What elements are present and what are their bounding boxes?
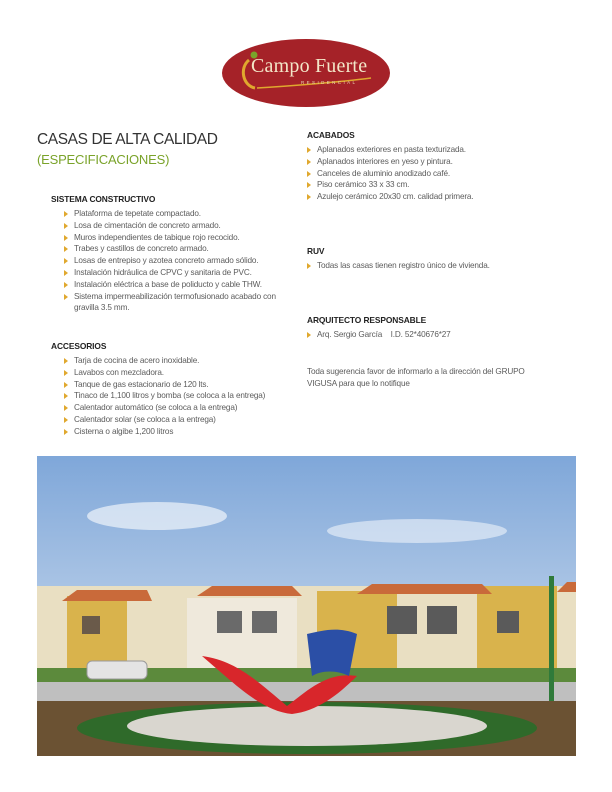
list-item: Cisterna o algibe 1,200 litros [64,426,301,438]
window [427,606,457,634]
logo-wordmark: Campo Fuerte [251,55,368,77]
list-item: Lavabos con mezcladora. [64,367,301,379]
list-item: Tinaco de 1,100 litros y bomba (se coloca a la entrega) [64,390,301,402]
section-ruv [307,246,557,272]
bullet-icon [64,358,68,364]
spec-list [51,208,291,314]
bullet-icon [307,194,311,200]
bullet-icon [64,429,68,435]
list-item: Tanque de gas estacionario de 120 lts. [64,379,301,391]
roof [197,586,302,596]
section-heading: RUV [307,246,325,256]
housing-photo [37,456,576,756]
bullet-icon [64,258,68,264]
bullet-icon [64,405,68,411]
list-item: Canceles de aluminio anodizado café. [307,168,557,180]
window [217,611,242,633]
section-heading: ARQUITECTO RESPONSABLE [307,315,427,325]
spec-list [307,329,557,341]
contact-note: Toda sugerencia favor de informarlo a la dirección del GRUPO VIGUSA para que lo notifique [307,367,525,388]
cloud [87,502,227,530]
bullet-icon [307,159,311,165]
page-title: CASAS DE ALTA CALIDAD [37,131,218,148]
spec-list [51,355,301,438]
window [387,606,417,634]
bullet-icon [64,370,68,376]
bullet-icon [307,332,311,338]
roof [62,590,152,601]
list-item: Sistema impermeabilización termofusionado acabado con gravilla 3.5 mm. [64,291,286,315]
list-item: Instalación hidráulica de CPVC y sanitaria de PVC. [64,267,291,279]
sculpture-blue [307,630,357,676]
list-item: Azulejo cerámico 20x30 cm. calidad primera. [307,191,557,203]
bullet-icon [64,382,68,388]
list-item: Instalación eléctrica a base de poliducto y cable THW. [64,279,291,291]
section-heading: SISTEMA CONSTRUCTIVO [51,194,156,204]
list-item: Aplanados exteriores en pasta texturizada. [307,144,557,156]
section-acabados [307,130,557,203]
list-item: Plataforma de tepetate compactado. [64,208,291,220]
list-item: Losas de entrepiso y azotea concreto armado sólido. [64,255,291,267]
window [497,611,519,633]
logo-tagline: RESIDENCIAL [301,80,358,85]
bullet-icon [64,294,68,300]
bullet-icon [64,223,68,229]
list-item: Todas las casas tienen registro único de vivienda. [307,260,557,272]
section-heading: ACCESORIOS [51,341,107,351]
list-item: Muros independientes de tabique rojo recocido. [64,232,291,244]
cloud [327,519,507,543]
bullet-icon [64,393,68,399]
list-item: Aplanados interiores en yeso y pintura. [307,156,557,168]
photo-illustration [37,456,576,756]
bullet-icon [64,417,68,423]
post [549,576,554,706]
window [82,616,100,634]
list-item: Tarja de cocina de acero inoxidable. [64,355,301,367]
house-wall [187,598,297,676]
page-subtitle: (ESPECIFICACIONES) [37,152,170,167]
bullet-icon [64,211,68,217]
bullet-icon [307,182,311,188]
list-item: Calentador automático (se coloca a la entrega) [64,402,301,414]
window [252,611,277,633]
bullet-icon [64,282,68,288]
bullet-icon [307,171,311,177]
sculpture-base [127,706,487,746]
section-heading: ACABADOS [307,130,355,140]
roof [357,584,492,594]
section-sistema-constructivo [51,194,291,314]
spec-list [307,260,557,272]
list-item: Arq. Sergio García I.D. 52*40676*27 [307,329,557,341]
bullet-icon [64,270,68,276]
list-item: Piso cerámico 33 x 33 cm. [307,179,557,191]
section-accesorios [51,341,301,438]
bullet-icon [64,246,68,252]
car [87,661,147,679]
brand-logo [221,38,391,108]
spec-list [307,144,557,203]
list-item: Calentador solar (se coloca a la entrega) [64,414,301,426]
section-arquitecto [307,315,557,341]
bullet-icon [307,263,311,269]
list-item: Losa de cimentación de concreto armado. [64,220,291,232]
bullet-icon [307,147,311,153]
list-item: Trabes y castillos de concreto armado. [64,243,291,255]
bullet-icon [64,235,68,241]
